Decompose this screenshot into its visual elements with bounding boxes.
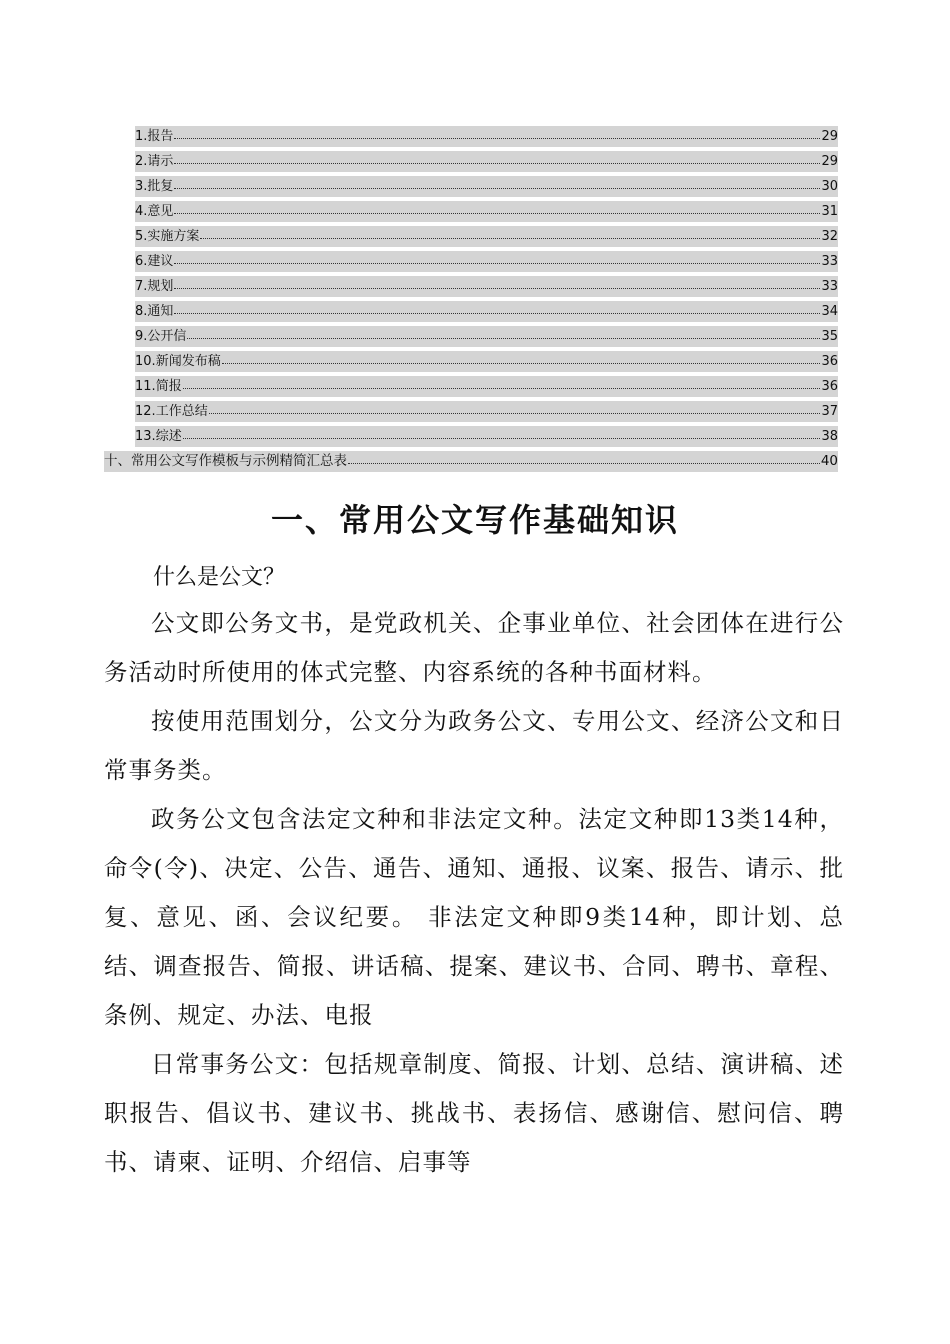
toc-entry-number: 11. — [135, 379, 156, 394]
toc-dot-leader — [348, 450, 820, 464]
toc-entry-label: 常用公文写作模板与示例精简汇总表 — [131, 453, 347, 469]
toc-entry-number: 5. — [135, 229, 148, 244]
toc-dot-leader — [174, 250, 820, 264]
body-paragraph: 日常事务公文：包括规章制度、简报、计划、总结、演讲稿、述职报告、倡议书、建议书、挑战书、表扬信、感谢信、慰问信、聘书、请柬、证明、介绍信、启事等 — [104, 1050, 844, 1176]
toc-entry-page: 30 — [821, 179, 838, 194]
toc-entry-page: 36 — [821, 354, 838, 369]
toc-entry-number: 10. — [135, 354, 156, 369]
body-paragraph: 政务公文包含法定文种和非法定文种。法定文种即13类14种，命令(令)、决定、公告、通告、通知、通报、议案、报告、请示、批复、意见、函、会议纪要。 非法定文种即9类14种，即计划、总结、调查报告、简报、讲话稿、提案、建议书、合同、聘书、章程、条例、规定、办法、电报 — [104, 805, 844, 1029]
body-paragraph: 公文即公务文书，是党政机关、企事业单位、社会团体在进行公务活动时所使用的体式完整、内容系统的各种书面材料。 — [104, 609, 844, 686]
toc-entry-label: 实施方案 — [147, 229, 200, 244]
toc-entry-page: 40 — [820, 453, 838, 469]
toc-entry-number: 4. — [135, 204, 148, 219]
toc-entry[interactable] — [135, 351, 838, 372]
toc-entry-label: 简报 — [155, 379, 182, 394]
toc-entry-label: 通知 — [147, 304, 174, 319]
toc-entry-number: 13. — [135, 429, 156, 444]
section-heading: 一、常用公文写作基础知识 — [270, 501, 679, 539]
section-body — [104, 599, 844, 1187]
toc-entry-page: 33 — [821, 279, 838, 294]
toc-entry-page: 31 — [821, 204, 838, 219]
toc-entry-label: 建议 — [147, 254, 174, 269]
toc-entry-number: 7. — [135, 279, 148, 294]
toc-entry-label: 批复 — [147, 179, 174, 194]
toc-entry-label: 综述 — [155, 429, 182, 444]
section-question: 什么是公文？ — [153, 565, 286, 590]
toc-entry[interactable] — [135, 201, 838, 222]
table-of-contents — [104, 126, 838, 476]
toc-entry[interactable] — [135, 426, 838, 447]
toc-entry[interactable] — [135, 401, 838, 422]
toc-entry-number: 1. — [135, 129, 148, 144]
toc-entry[interactable] — [135, 326, 838, 347]
toc-entry-page: 29 — [821, 154, 838, 169]
toc-dot-leader — [174, 175, 820, 189]
toc-entry-page: 33 — [821, 254, 838, 269]
toc-entry-label: 公开信 — [147, 329, 187, 344]
toc-entry[interactable] — [135, 126, 838, 147]
toc-entry-label: 报告 — [147, 129, 174, 144]
toc-dot-leader — [174, 150, 820, 164]
toc-dot-leader — [174, 200, 820, 214]
toc-dot-leader — [222, 350, 821, 364]
toc-dot-leader — [174, 275, 820, 289]
toc-entry-number: 3. — [135, 179, 148, 194]
toc-dot-leader — [183, 375, 821, 389]
toc-dot-leader — [174, 300, 820, 314]
toc-entry-label: 请示 — [147, 154, 174, 169]
toc-entry[interactable] — [104, 451, 838, 472]
toc-entry-number: 十、 — [104, 453, 131, 469]
toc-entry-number: 8. — [135, 304, 148, 319]
toc-entry-page: 34 — [821, 304, 838, 319]
toc-dot-leader — [187, 325, 820, 339]
toc-entry-number: 9. — [135, 329, 148, 344]
toc-entry-page: 38 — [821, 429, 838, 444]
body-paragraph: 按使用范围划分，公文分为政务公文、专用公文、经济公文和日常事务类。 — [104, 707, 844, 784]
toc-entry[interactable] — [135, 176, 838, 197]
toc-entry-page: 29 — [821, 129, 838, 144]
toc-entry-number: 12. — [135, 404, 156, 419]
toc-entry-label: 新闻发布稿 — [155, 354, 221, 369]
toc-entry-label: 意见 — [147, 204, 174, 219]
toc-dot-leader — [174, 125, 820, 139]
toc-entry[interactable] — [135, 151, 838, 172]
toc-dot-leader — [209, 400, 821, 414]
toc-entry-label: 规划 — [147, 279, 174, 294]
toc-entry-label: 工作总结 — [155, 404, 208, 419]
toc-entry[interactable] — [135, 226, 838, 247]
toc-dot-leader — [183, 425, 821, 439]
toc-entry-number: 2. — [135, 154, 148, 169]
toc-dot-leader — [200, 225, 820, 239]
toc-entry[interactable] — [135, 376, 838, 397]
toc-entry-page: 35 — [821, 329, 838, 344]
toc-entry-page: 36 — [821, 379, 838, 394]
toc-entry-number: 6. — [135, 254, 148, 269]
toc-entry[interactable] — [135, 251, 838, 272]
toc-entry-page: 32 — [821, 229, 838, 244]
toc-entry-page: 37 — [821, 404, 838, 419]
toc-entry[interactable] — [135, 276, 838, 297]
toc-entry[interactable] — [135, 301, 838, 322]
